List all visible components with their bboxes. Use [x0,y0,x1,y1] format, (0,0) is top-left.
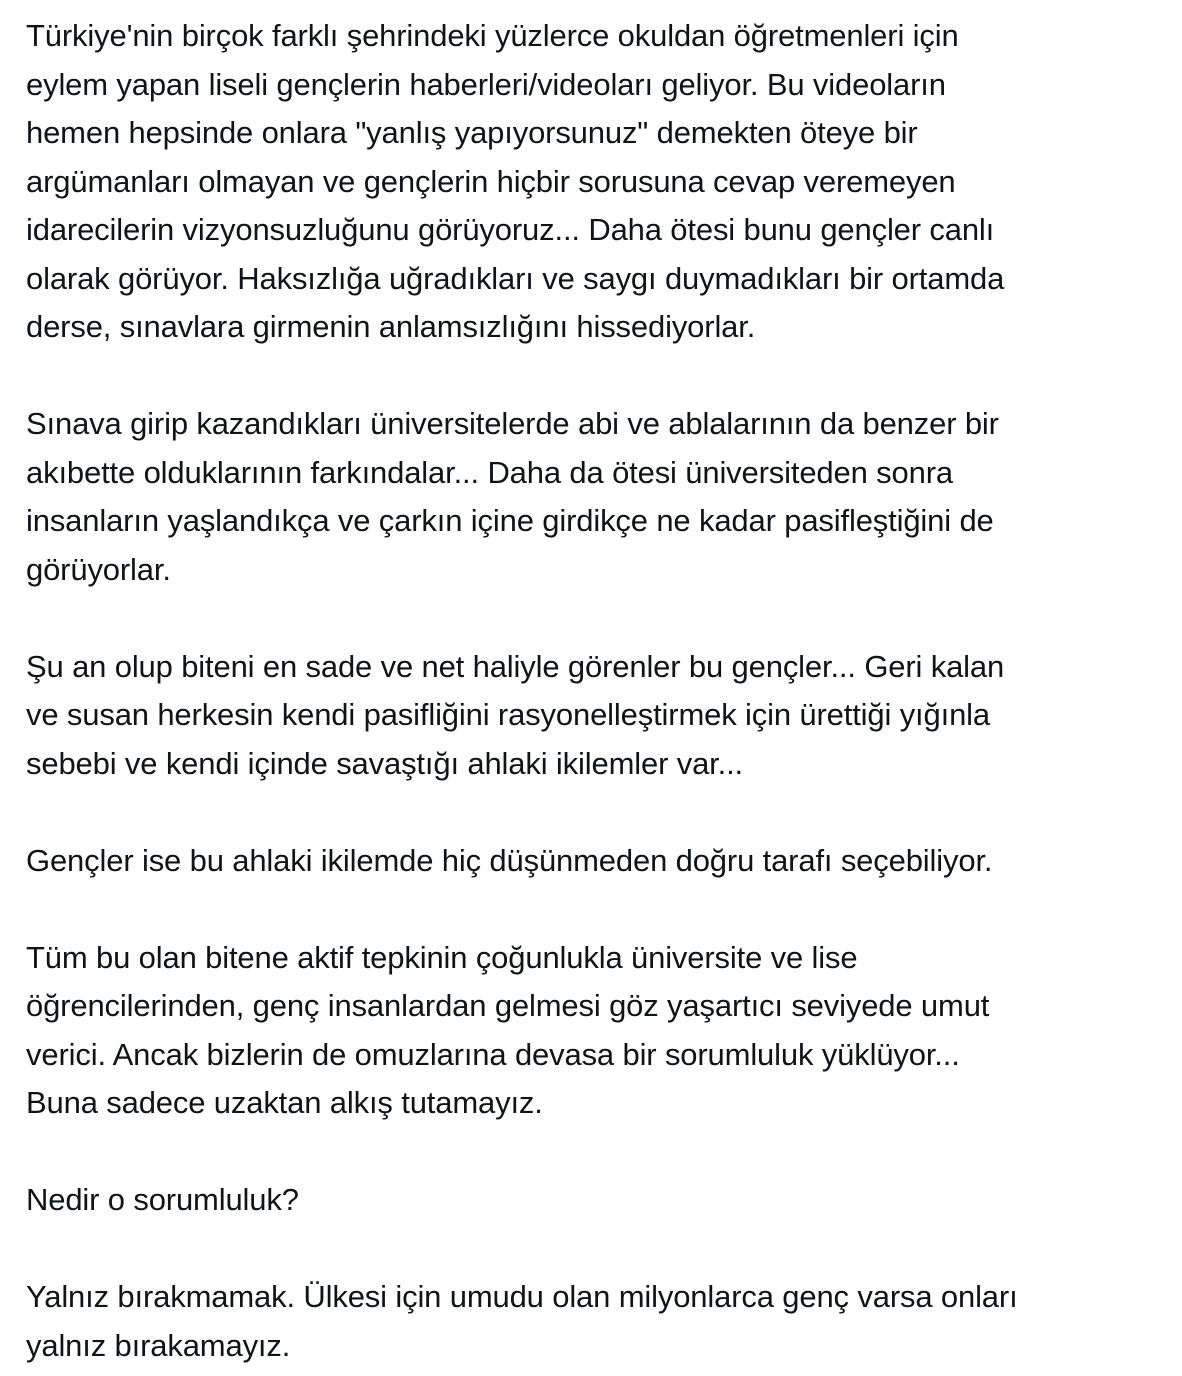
text-line: insanların yaşlandıkça ve çarkın içine girdikçe ne kadar pasifleştiğini de [26,503,994,538]
paragraph-2 [26,400,1166,594]
text-line: Tüm bu olan bitene aktif tepkinin çoğunlukla üniversite ve lise [26,939,858,975]
text-line: ve susan herkesin kendi pasifliğini rasyonelleştirmek için ürettiği yığınla [26,697,990,732]
paragraph-3 [26,643,1166,789]
paragraph-1 [26,12,1166,352]
paragraph-gap [26,594,1166,643]
text-line: yalnız bırakamayız. [26,1327,291,1363]
paragraph-7 [26,1273,1166,1370]
text-line: derse, sınavlara girmenin anlamsızlığını hissediyorlar. [26,309,756,344]
paragraph-gap [26,1225,1166,1274]
text-line: öğrencilerinden, genç insanlardan gelmesi göz yaşartıcı seviyede umut [26,988,990,1023]
text-line: olarak görüyor. Haksızlığa uğradıkları ve saygı duymadıkları bir ortamda [26,260,1005,296]
paragraph-gap [26,885,1166,934]
text-line: hemen hepsinde onlara "yanlış yapıyorsunuz" demekten öteye bir [26,115,918,150]
paragraph-gap [26,1128,1166,1177]
paragraph-5 [26,934,1166,1128]
text-line: eylem yapan liseli gençlerin haberleri/videoları geliyor. Bu videoların [26,66,946,102]
paragraph-gap [26,788,1166,837]
text-line: Şu an olup biteni en sade ve net haliyle görenler bu gençler... Geri kalan [26,648,1005,684]
text-line: idarecilerin vizyonsuzluğunu görüyoruz... Daha ötesi bunu gençler canlı [26,212,995,247]
text-line: Türkiye'nin birçok farklı şehrindeki yüzlerce okuldan öğretmenleri için [26,18,959,53]
text-line: Yalnız bırakmamak. Ülkesi için umudu olan milyonlarca genç varsa onları [26,1279,1018,1314]
text-line: sebebi ve kendi içinde savaştığı ahlaki ikilemler var... [26,745,744,781]
text-line: argümanları olmayan ve gençlerin hiçbir sorusuna cevap veremeyen [26,163,956,199]
text-line: görüyorlar. [26,551,171,587]
text-line: verici. Ancak bizlerin de omuzlarına devasa bir sorumluluk yüklüyor... [26,1036,960,1072]
paragraph-6 [26,1176,1166,1225]
paragraph-gap [26,352,1166,401]
text-line: Sınava girip kazandıkları üniversitelerde abi ve ablalarının da benzer bir [26,406,999,441]
text-line: Buna sadece uzaktan alkış tutamayız. [26,1085,543,1120]
paragraph-4 [26,837,1166,886]
text-line: Gençler ise bu ahlaki ikilemde hiç düşünmeden doğru tarafı seçebiliyor. [26,842,993,878]
text-line: akıbette olduklarının farkındalar... Daha da ötesi üniversiteden sonra [26,454,953,490]
post-text-body [26,12,1166,1370]
text-line: Nedir o sorumluluk? [26,1182,299,1217]
